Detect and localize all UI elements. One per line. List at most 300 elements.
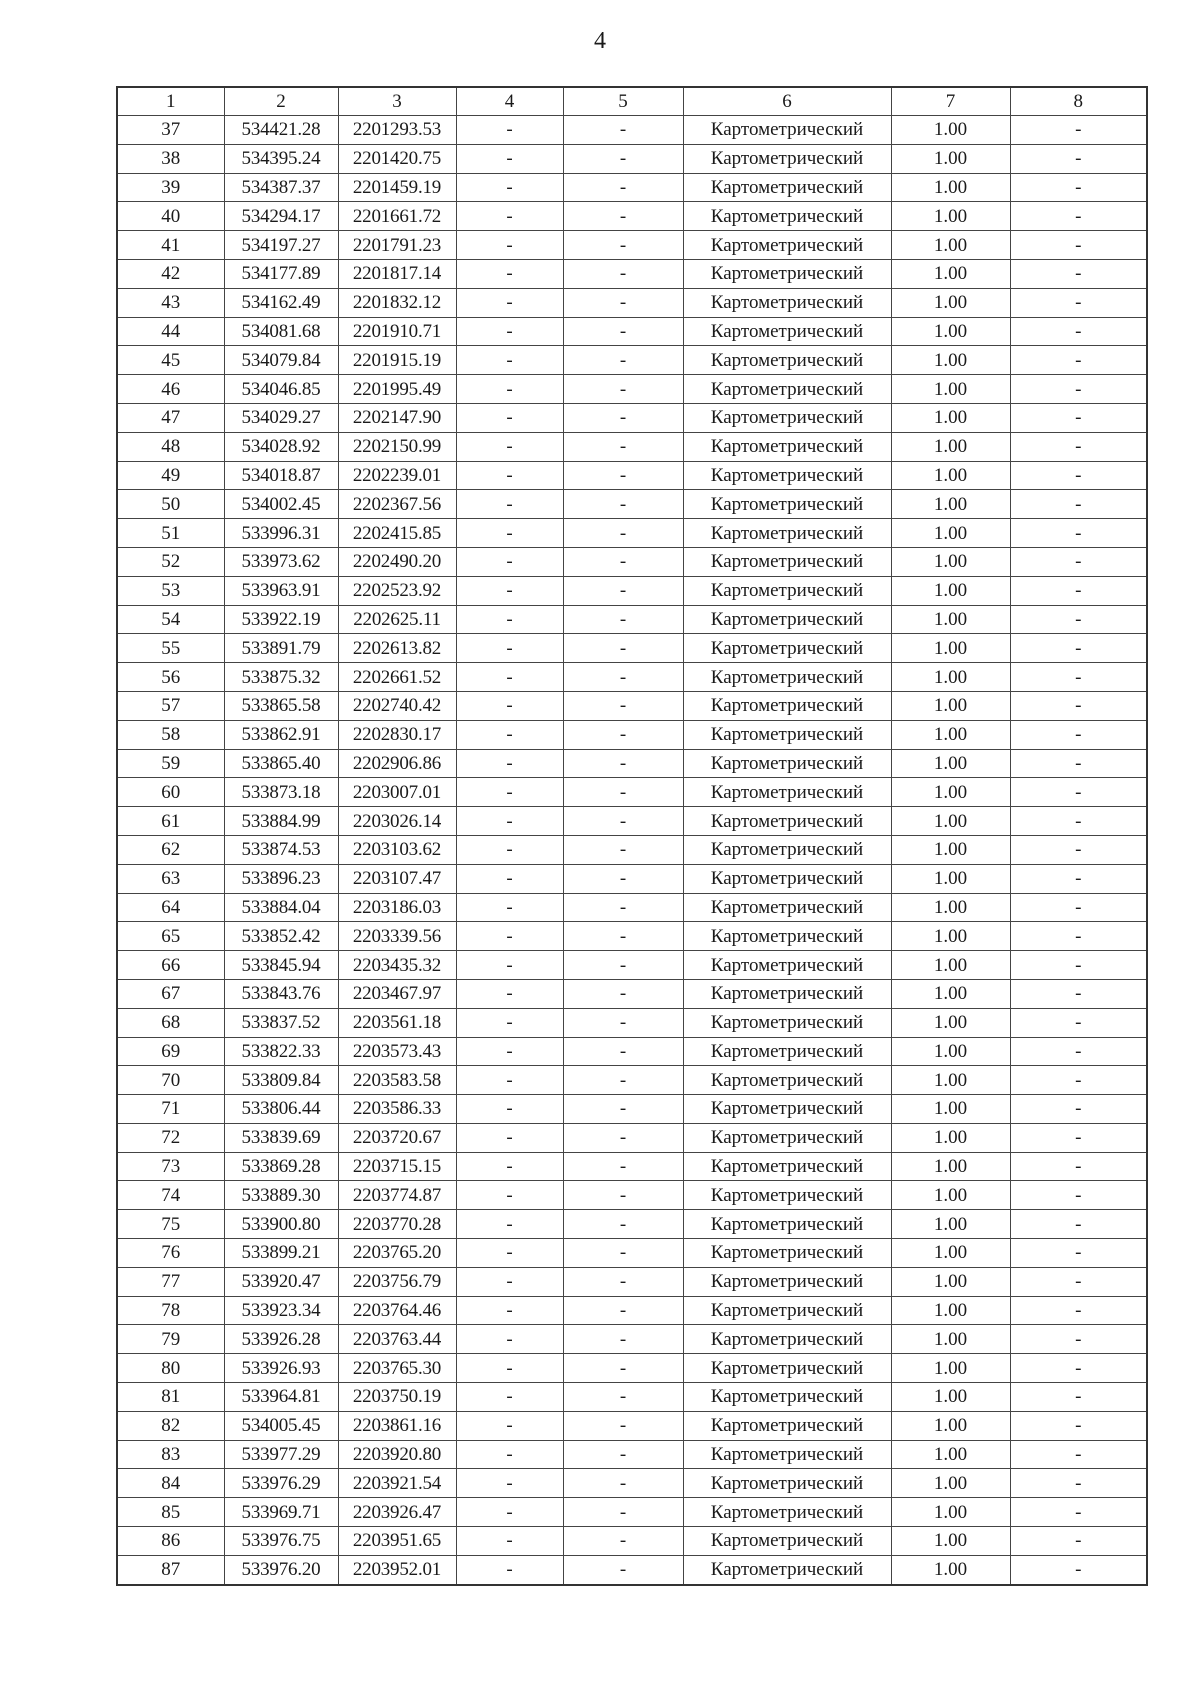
cell-column-8-value: - xyxy=(1010,1469,1147,1498)
cell-accuracy: 1.00 xyxy=(891,1498,1010,1527)
cell-x-coordinate: 533923.34 xyxy=(224,1296,338,1325)
cell-column-8-value: - xyxy=(1010,1296,1147,1325)
cell-column-5-value: - xyxy=(563,1267,683,1296)
cell-point-number: 63 xyxy=(117,864,224,893)
cell-column-4-value: - xyxy=(456,116,563,145)
table-row xyxy=(117,461,1147,490)
cell-point-number: 44 xyxy=(117,317,224,346)
cell-column-8-value: - xyxy=(1010,1354,1147,1383)
cell-x-coordinate: 534005.45 xyxy=(224,1411,338,1440)
cell-x-coordinate: 534197.27 xyxy=(224,231,338,260)
cell-column-8-value: - xyxy=(1010,576,1147,605)
cell-method: Картометрический xyxy=(683,576,891,605)
cell-point-number: 47 xyxy=(117,403,224,432)
cell-column-5-value: - xyxy=(563,1066,683,1095)
cell-x-coordinate: 533889.30 xyxy=(224,1181,338,1210)
cell-method: Картометрический xyxy=(683,288,891,317)
cell-y-coordinate: 2201661.72 xyxy=(338,202,456,231)
cell-x-coordinate: 533964.81 xyxy=(224,1383,338,1412)
cell-column-4-value: - xyxy=(456,432,563,461)
table-row xyxy=(117,1383,1147,1412)
cell-x-coordinate: 534079.84 xyxy=(224,346,338,375)
cell-y-coordinate: 2203107.47 xyxy=(338,864,456,893)
cell-column-5-value: - xyxy=(563,432,683,461)
cell-method: Картометрический xyxy=(683,778,891,807)
cell-method: Картометрический xyxy=(683,634,891,663)
cell-y-coordinate: 2203339.56 xyxy=(338,922,456,951)
cell-column-4-value: - xyxy=(456,1354,563,1383)
cell-accuracy: 1.00 xyxy=(891,1555,1010,1584)
cell-accuracy: 1.00 xyxy=(891,922,1010,951)
cell-y-coordinate: 2203750.19 xyxy=(338,1383,456,1412)
table-row xyxy=(117,720,1147,749)
cell-column-5-value: - xyxy=(563,1383,683,1412)
cell-x-coordinate: 533922.19 xyxy=(224,605,338,634)
cell-column-8-value: - xyxy=(1010,1037,1147,1066)
cell-column-8-value: - xyxy=(1010,1383,1147,1412)
table-row xyxy=(117,346,1147,375)
cell-column-4-value: - xyxy=(456,1411,563,1440)
cell-point-number: 75 xyxy=(117,1210,224,1239)
cell-point-number: 79 xyxy=(117,1325,224,1354)
cell-column-8-value: - xyxy=(1010,1210,1147,1239)
column-header: 2 xyxy=(224,87,338,116)
cell-column-4-value: - xyxy=(456,1037,563,1066)
cell-x-coordinate: 534162.49 xyxy=(224,288,338,317)
table-row xyxy=(117,1469,1147,1498)
cell-method: Картометрический xyxy=(683,720,891,749)
cell-method: Картометрический xyxy=(683,951,891,980)
cell-column-4-value: - xyxy=(456,691,563,720)
cell-method: Картометрический xyxy=(683,259,891,288)
cell-method: Картометрический xyxy=(683,835,891,864)
cell-column-8-value: - xyxy=(1010,1527,1147,1556)
cell-column-4-value: - xyxy=(456,576,563,605)
cell-y-coordinate: 2201995.49 xyxy=(338,375,456,404)
cell-y-coordinate: 2203861.16 xyxy=(338,1411,456,1440)
cell-column-4-value: - xyxy=(456,490,563,519)
cell-x-coordinate: 533976.29 xyxy=(224,1469,338,1498)
cell-x-coordinate: 533875.32 xyxy=(224,663,338,692)
cell-y-coordinate: 2203720.67 xyxy=(338,1123,456,1152)
cell-accuracy: 1.00 xyxy=(891,346,1010,375)
cell-column-5-value: - xyxy=(563,1498,683,1527)
cell-column-4-value: - xyxy=(456,202,563,231)
cell-method: Картометрический xyxy=(683,173,891,202)
cell-column-4-value: - xyxy=(456,835,563,864)
cell-point-number: 48 xyxy=(117,432,224,461)
cell-column-4-value: - xyxy=(456,1123,563,1152)
cell-y-coordinate: 2202625.11 xyxy=(338,605,456,634)
cell-point-number: 50 xyxy=(117,490,224,519)
cell-column-5-value: - xyxy=(563,1440,683,1469)
cell-method: Картометрический xyxy=(683,1411,891,1440)
cell-y-coordinate: 2203103.62 xyxy=(338,835,456,864)
cell-x-coordinate: 533996.31 xyxy=(224,519,338,548)
cell-column-4-value: - xyxy=(456,778,563,807)
cell-x-coordinate: 534018.87 xyxy=(224,461,338,490)
cell-accuracy: 1.00 xyxy=(891,1123,1010,1152)
cell-accuracy: 1.00 xyxy=(891,1066,1010,1095)
cell-column-5-value: - xyxy=(563,778,683,807)
cell-method: Картометрический xyxy=(683,461,891,490)
cell-column-4-value: - xyxy=(456,547,563,576)
cell-column-5-value: - xyxy=(563,951,683,980)
cell-method: Картометрический xyxy=(683,1239,891,1268)
cell-point-number: 78 xyxy=(117,1296,224,1325)
cell-x-coordinate: 534002.45 xyxy=(224,490,338,519)
cell-x-coordinate: 534395.24 xyxy=(224,144,338,173)
cell-x-coordinate: 533806.44 xyxy=(224,1095,338,1124)
cell-column-4-value: - xyxy=(456,1152,563,1181)
cell-x-coordinate: 534081.68 xyxy=(224,317,338,346)
cell-accuracy: 1.00 xyxy=(891,605,1010,634)
cell-y-coordinate: 2203026.14 xyxy=(338,807,456,836)
cell-column-5-value: - xyxy=(563,922,683,951)
table-row xyxy=(117,432,1147,461)
cell-point-number: 38 xyxy=(117,144,224,173)
cell-method: Картометрический xyxy=(683,403,891,432)
cell-y-coordinate: 2203561.18 xyxy=(338,1008,456,1037)
cell-point-number: 62 xyxy=(117,835,224,864)
cell-y-coordinate: 2203007.01 xyxy=(338,778,456,807)
cell-column-8-value: - xyxy=(1010,461,1147,490)
cell-accuracy: 1.00 xyxy=(891,231,1010,260)
cell-accuracy: 1.00 xyxy=(891,1383,1010,1412)
cell-method: Картометрический xyxy=(683,1095,891,1124)
table-row xyxy=(117,1411,1147,1440)
cell-column-4-value: - xyxy=(456,288,563,317)
cell-column-8-value: - xyxy=(1010,288,1147,317)
cell-y-coordinate: 2202150.99 xyxy=(338,432,456,461)
cell-accuracy: 1.00 xyxy=(891,835,1010,864)
table-header-row xyxy=(117,87,1147,116)
cell-accuracy: 1.00 xyxy=(891,1527,1010,1556)
cell-method: Картометрический xyxy=(683,979,891,1008)
cell-method: Картометрический xyxy=(683,144,891,173)
cell-accuracy: 1.00 xyxy=(891,1469,1010,1498)
cell-x-coordinate: 533843.76 xyxy=(224,979,338,1008)
column-header: 4 xyxy=(456,87,563,116)
cell-method: Картометрический xyxy=(683,1527,891,1556)
cell-column-8-value: - xyxy=(1010,116,1147,145)
cell-x-coordinate: 533926.28 xyxy=(224,1325,338,1354)
table-row xyxy=(117,547,1147,576)
cell-column-5-value: - xyxy=(563,547,683,576)
table-row xyxy=(117,1037,1147,1066)
cell-column-5-value: - xyxy=(563,663,683,692)
cell-column-5-value: - xyxy=(563,202,683,231)
cell-column-4-value: - xyxy=(456,346,563,375)
cell-column-8-value: - xyxy=(1010,951,1147,980)
cell-column-8-value: - xyxy=(1010,1239,1147,1268)
cell-column-5-value: - xyxy=(563,173,683,202)
cell-method: Картометрический xyxy=(683,922,891,951)
cell-point-number: 77 xyxy=(117,1267,224,1296)
cell-column-5-value: - xyxy=(563,634,683,663)
cell-column-5-value: - xyxy=(563,461,683,490)
table-row xyxy=(117,576,1147,605)
column-header: 5 xyxy=(563,87,683,116)
cell-accuracy: 1.00 xyxy=(891,1411,1010,1440)
cell-column-5-value: - xyxy=(563,979,683,1008)
cell-column-8-value: - xyxy=(1010,1411,1147,1440)
table-row xyxy=(117,1210,1147,1239)
cell-y-coordinate: 2203765.30 xyxy=(338,1354,456,1383)
table-row xyxy=(117,375,1147,404)
cell-point-number: 84 xyxy=(117,1469,224,1498)
cell-point-number: 52 xyxy=(117,547,224,576)
cell-method: Картометрический xyxy=(683,864,891,893)
cell-method: Картометрический xyxy=(683,317,891,346)
cell-column-8-value: - xyxy=(1010,979,1147,1008)
cell-column-8-value: - xyxy=(1010,1152,1147,1181)
cell-y-coordinate: 2202523.92 xyxy=(338,576,456,605)
cell-x-coordinate: 533873.18 xyxy=(224,778,338,807)
cell-accuracy: 1.00 xyxy=(891,576,1010,605)
table-row xyxy=(117,519,1147,548)
cell-column-5-value: - xyxy=(563,1411,683,1440)
cell-x-coordinate: 533896.23 xyxy=(224,864,338,893)
cell-point-number: 41 xyxy=(117,231,224,260)
cell-column-4-value: - xyxy=(456,1383,563,1412)
cell-column-8-value: - xyxy=(1010,1325,1147,1354)
cell-column-5-value: - xyxy=(563,864,683,893)
table-row xyxy=(117,317,1147,346)
cell-column-8-value: - xyxy=(1010,634,1147,663)
cell-x-coordinate: 534294.17 xyxy=(224,202,338,231)
cell-column-5-value: - xyxy=(563,1152,683,1181)
cell-method: Картометрический xyxy=(683,346,891,375)
cell-column-8-value: - xyxy=(1010,490,1147,519)
cell-x-coordinate: 533976.20 xyxy=(224,1555,338,1584)
cell-method: Картометрический xyxy=(683,432,891,461)
cell-point-number: 81 xyxy=(117,1383,224,1412)
cell-x-coordinate: 533884.04 xyxy=(224,893,338,922)
cell-accuracy: 1.00 xyxy=(891,461,1010,490)
table-row xyxy=(117,1008,1147,1037)
cell-column-5-value: - xyxy=(563,288,683,317)
cell-method: Картометрический xyxy=(683,663,891,692)
cell-column-4-value: - xyxy=(456,461,563,490)
cell-y-coordinate: 2203952.01 xyxy=(338,1555,456,1584)
cell-y-coordinate: 2202367.56 xyxy=(338,490,456,519)
cell-x-coordinate: 533874.53 xyxy=(224,835,338,864)
cell-column-8-value: - xyxy=(1010,778,1147,807)
table-row xyxy=(117,1239,1147,1268)
cell-column-8-value: - xyxy=(1010,1498,1147,1527)
cell-point-number: 60 xyxy=(117,778,224,807)
table-row xyxy=(117,1498,1147,1527)
cell-y-coordinate: 2201791.23 xyxy=(338,231,456,260)
cell-accuracy: 1.00 xyxy=(891,807,1010,836)
cell-method: Картометрический xyxy=(683,547,891,576)
cell-point-number: 40 xyxy=(117,202,224,231)
cell-method: Картометрический xyxy=(683,807,891,836)
cell-point-number: 45 xyxy=(117,346,224,375)
cell-y-coordinate: 2202661.52 xyxy=(338,663,456,692)
cell-column-8-value: - xyxy=(1010,663,1147,692)
cell-column-8-value: - xyxy=(1010,231,1147,260)
cell-column-4-value: - xyxy=(456,1267,563,1296)
cell-x-coordinate: 533977.29 xyxy=(224,1440,338,1469)
cell-column-4-value: - xyxy=(456,807,563,836)
cell-column-4-value: - xyxy=(456,1210,563,1239)
cell-column-8-value: - xyxy=(1010,519,1147,548)
cell-column-8-value: - xyxy=(1010,403,1147,432)
cell-accuracy: 1.00 xyxy=(891,864,1010,893)
cell-y-coordinate: 2201817.14 xyxy=(338,259,456,288)
cell-y-coordinate: 2202613.82 xyxy=(338,634,456,663)
cell-accuracy: 1.00 xyxy=(891,1095,1010,1124)
table-row xyxy=(117,864,1147,893)
cell-column-4-value: - xyxy=(456,1066,563,1095)
cell-y-coordinate: 2202906.86 xyxy=(338,749,456,778)
cell-y-coordinate: 2203763.44 xyxy=(338,1325,456,1354)
table-row xyxy=(117,1152,1147,1181)
cell-x-coordinate: 533837.52 xyxy=(224,1008,338,1037)
cell-accuracy: 1.00 xyxy=(891,691,1010,720)
cell-column-5-value: - xyxy=(563,116,683,145)
table-row xyxy=(117,807,1147,836)
column-header: 7 xyxy=(891,87,1010,116)
table-row xyxy=(117,922,1147,951)
cell-x-coordinate: 533862.91 xyxy=(224,720,338,749)
cell-x-coordinate: 533845.94 xyxy=(224,951,338,980)
cell-x-coordinate: 533969.71 xyxy=(224,1498,338,1527)
cell-point-number: 58 xyxy=(117,720,224,749)
cell-point-number: 46 xyxy=(117,375,224,404)
cell-column-5-value: - xyxy=(563,835,683,864)
cell-column-5-value: - xyxy=(563,576,683,605)
table-row xyxy=(117,691,1147,720)
cell-accuracy: 1.00 xyxy=(891,1354,1010,1383)
table-row xyxy=(117,1325,1147,1354)
table-row xyxy=(117,1296,1147,1325)
cell-column-5-value: - xyxy=(563,1555,683,1584)
cell-point-number: 56 xyxy=(117,663,224,692)
table-row xyxy=(117,1527,1147,1556)
cell-method: Картометрический xyxy=(683,1123,891,1152)
cell-x-coordinate: 534029.27 xyxy=(224,403,338,432)
cell-method: Картометрический xyxy=(683,1498,891,1527)
cell-column-5-value: - xyxy=(563,893,683,922)
cell-column-5-value: - xyxy=(563,749,683,778)
cell-y-coordinate: 2203435.32 xyxy=(338,951,456,980)
cell-x-coordinate: 533976.75 xyxy=(224,1527,338,1556)
cell-accuracy: 1.00 xyxy=(891,749,1010,778)
table-row xyxy=(117,951,1147,980)
cell-y-coordinate: 2203765.20 xyxy=(338,1239,456,1268)
cell-x-coordinate: 533899.21 xyxy=(224,1239,338,1268)
cell-column-8-value: - xyxy=(1010,432,1147,461)
cell-point-number: 85 xyxy=(117,1498,224,1527)
table-row xyxy=(117,173,1147,202)
cell-column-4-value: - xyxy=(456,663,563,692)
cell-accuracy: 1.00 xyxy=(891,634,1010,663)
cell-column-5-value: - xyxy=(563,1296,683,1325)
cell-method: Картометрический xyxy=(683,375,891,404)
page-number: 4 xyxy=(594,28,606,54)
cell-column-8-value: - xyxy=(1010,1123,1147,1152)
cell-column-5-value: - xyxy=(563,1008,683,1037)
cell-accuracy: 1.00 xyxy=(891,1008,1010,1037)
cell-column-8-value: - xyxy=(1010,547,1147,576)
cell-accuracy: 1.00 xyxy=(891,1152,1010,1181)
cell-accuracy: 1.00 xyxy=(891,720,1010,749)
cell-column-4-value: - xyxy=(456,1296,563,1325)
cell-y-coordinate: 2202490.20 xyxy=(338,547,456,576)
column-header: 6 xyxy=(683,87,891,116)
cell-method: Картометрический xyxy=(683,605,891,634)
cell-y-coordinate: 2203715.15 xyxy=(338,1152,456,1181)
cell-y-coordinate: 2203921.54 xyxy=(338,1469,456,1498)
cell-x-coordinate: 533900.80 xyxy=(224,1210,338,1239)
cell-point-number: 54 xyxy=(117,605,224,634)
cell-point-number: 53 xyxy=(117,576,224,605)
cell-accuracy: 1.00 xyxy=(891,1325,1010,1354)
cell-accuracy: 1.00 xyxy=(891,202,1010,231)
cell-column-4-value: - xyxy=(456,720,563,749)
table-row xyxy=(117,1440,1147,1469)
table-row xyxy=(117,634,1147,663)
cell-x-coordinate: 534421.28 xyxy=(224,116,338,145)
cell-column-8-value: - xyxy=(1010,346,1147,375)
table-row xyxy=(117,231,1147,260)
cell-column-5-value: - xyxy=(563,720,683,749)
table-row xyxy=(117,1267,1147,1296)
cell-column-4-value: - xyxy=(456,259,563,288)
cell-column-4-value: - xyxy=(456,634,563,663)
cell-column-8-value: - xyxy=(1010,605,1147,634)
cell-accuracy: 1.00 xyxy=(891,288,1010,317)
cell-column-8-value: - xyxy=(1010,144,1147,173)
cell-column-4-value: - xyxy=(456,749,563,778)
cell-method: Картометрический xyxy=(683,1354,891,1383)
cell-column-8-value: - xyxy=(1010,1181,1147,1210)
cell-column-5-value: - xyxy=(563,1354,683,1383)
table-row xyxy=(117,116,1147,145)
table-row xyxy=(117,1123,1147,1152)
cell-accuracy: 1.00 xyxy=(891,1037,1010,1066)
cell-point-number: 59 xyxy=(117,749,224,778)
cell-point-number: 42 xyxy=(117,259,224,288)
cell-column-4-value: - xyxy=(456,1095,563,1124)
cell-column-5-value: - xyxy=(563,519,683,548)
cell-y-coordinate: 2203926.47 xyxy=(338,1498,456,1527)
cell-accuracy: 1.00 xyxy=(891,375,1010,404)
cell-accuracy: 1.00 xyxy=(891,663,1010,692)
cell-column-8-value: - xyxy=(1010,1267,1147,1296)
cell-point-number: 70 xyxy=(117,1066,224,1095)
cell-x-coordinate: 533865.40 xyxy=(224,749,338,778)
table-row xyxy=(117,1354,1147,1383)
cell-x-coordinate: 534387.37 xyxy=(224,173,338,202)
cell-accuracy: 1.00 xyxy=(891,1267,1010,1296)
cell-accuracy: 1.00 xyxy=(891,519,1010,548)
table-row xyxy=(117,778,1147,807)
cell-method: Картометрический xyxy=(683,749,891,778)
cell-y-coordinate: 2203764.46 xyxy=(338,1296,456,1325)
cell-column-5-value: - xyxy=(563,317,683,346)
cell-column-4-value: - xyxy=(456,375,563,404)
cell-point-number: 87 xyxy=(117,1555,224,1584)
cell-accuracy: 1.00 xyxy=(891,490,1010,519)
cell-y-coordinate: 2201459.19 xyxy=(338,173,456,202)
cell-column-4-value: - xyxy=(456,1239,563,1268)
cell-point-number: 66 xyxy=(117,951,224,980)
cell-point-number: 80 xyxy=(117,1354,224,1383)
